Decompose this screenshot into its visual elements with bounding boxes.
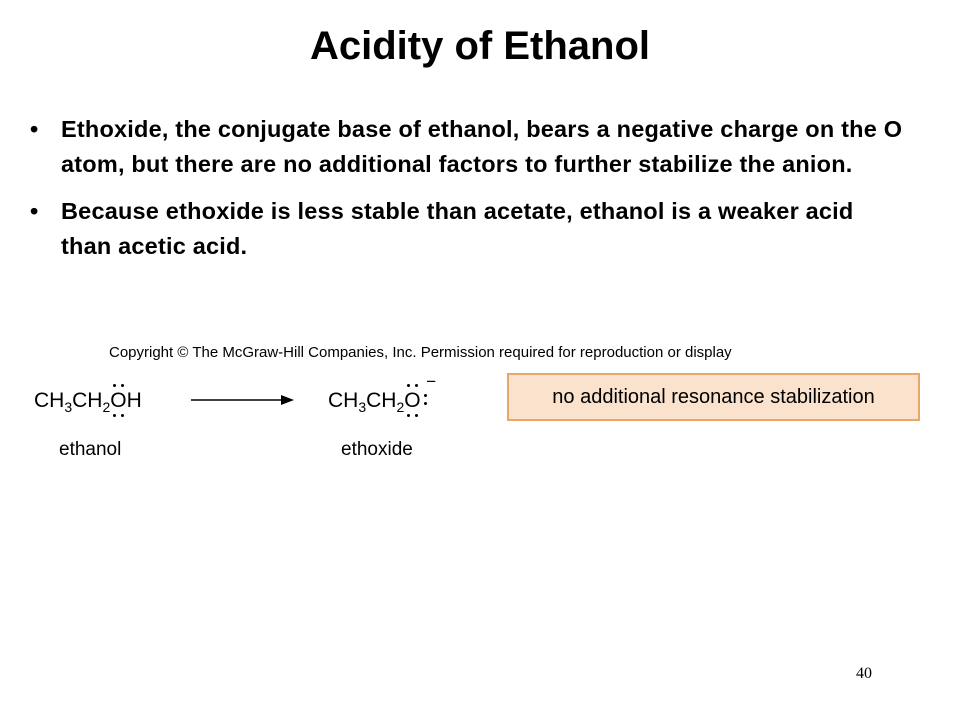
bullet-item bbox=[30, 194, 910, 264]
ethoxide-formula bbox=[328, 372, 437, 415]
bullet-dot: • bbox=[30, 116, 39, 142]
lone-pair-dot bbox=[407, 414, 410, 417]
resonance-note-box bbox=[507, 373, 920, 421]
subscript: 3 bbox=[358, 399, 367, 415]
bullet-text: Ethoxide, the conjugate base of ethanol, bears a negative charge on the O atom, but there are no additional factors to further stabilize the anion. bbox=[61, 116, 903, 177]
ethanol-formula bbox=[34, 388, 142, 414]
lone-pair-dot bbox=[424, 402, 427, 405]
lone-pair-dot bbox=[415, 414, 418, 417]
subscript: 2 bbox=[102, 399, 111, 415]
oxygen-atom bbox=[110, 388, 126, 414]
ethoxide-label: ethoxide bbox=[341, 439, 413, 460]
copyright-notice: Copyright © The McGraw-Hill Companies, Inc. Permission required for reproduction or display bbox=[109, 344, 732, 361]
slide-title: Acidity of Ethanol bbox=[310, 24, 650, 68]
atom-symbol: O bbox=[110, 389, 127, 412]
atom-symbol: O bbox=[404, 389, 421, 412]
formula-text: H bbox=[126, 389, 142, 412]
bullet-text: Because ethoxide is less stable than acetate, ethanol is a weaker acid than acetic acid. bbox=[61, 198, 854, 259]
subscript: 3 bbox=[64, 399, 73, 415]
ethanol-label: ethanol bbox=[59, 439, 122, 460]
formula-text: CH bbox=[366, 389, 397, 412]
reaction-arrow-icon bbox=[191, 392, 295, 408]
formula-text: CH bbox=[72, 389, 103, 412]
oxygen-atom bbox=[404, 372, 437, 414]
resonance-note-text: no additional resonance stabilization bbox=[552, 385, 875, 408]
lone-pair-dot bbox=[424, 394, 427, 397]
subscript: 2 bbox=[396, 399, 405, 415]
lone-pair-dot bbox=[113, 414, 116, 417]
bullet-list bbox=[30, 112, 910, 264]
lone-pair-dot bbox=[415, 384, 418, 387]
lone-pair-dot bbox=[121, 414, 124, 417]
lone-pair-dot bbox=[113, 384, 116, 387]
lone-pair-dot bbox=[121, 384, 124, 387]
negative-charge: − bbox=[426, 372, 437, 391]
formula-text: CH bbox=[34, 389, 65, 412]
lone-pair-dot bbox=[407, 384, 410, 387]
formula-text: CH bbox=[328, 389, 359, 412]
bullet-dot: • bbox=[30, 198, 39, 224]
page-number: 40 bbox=[856, 665, 872, 682]
bullet-item bbox=[30, 112, 910, 182]
